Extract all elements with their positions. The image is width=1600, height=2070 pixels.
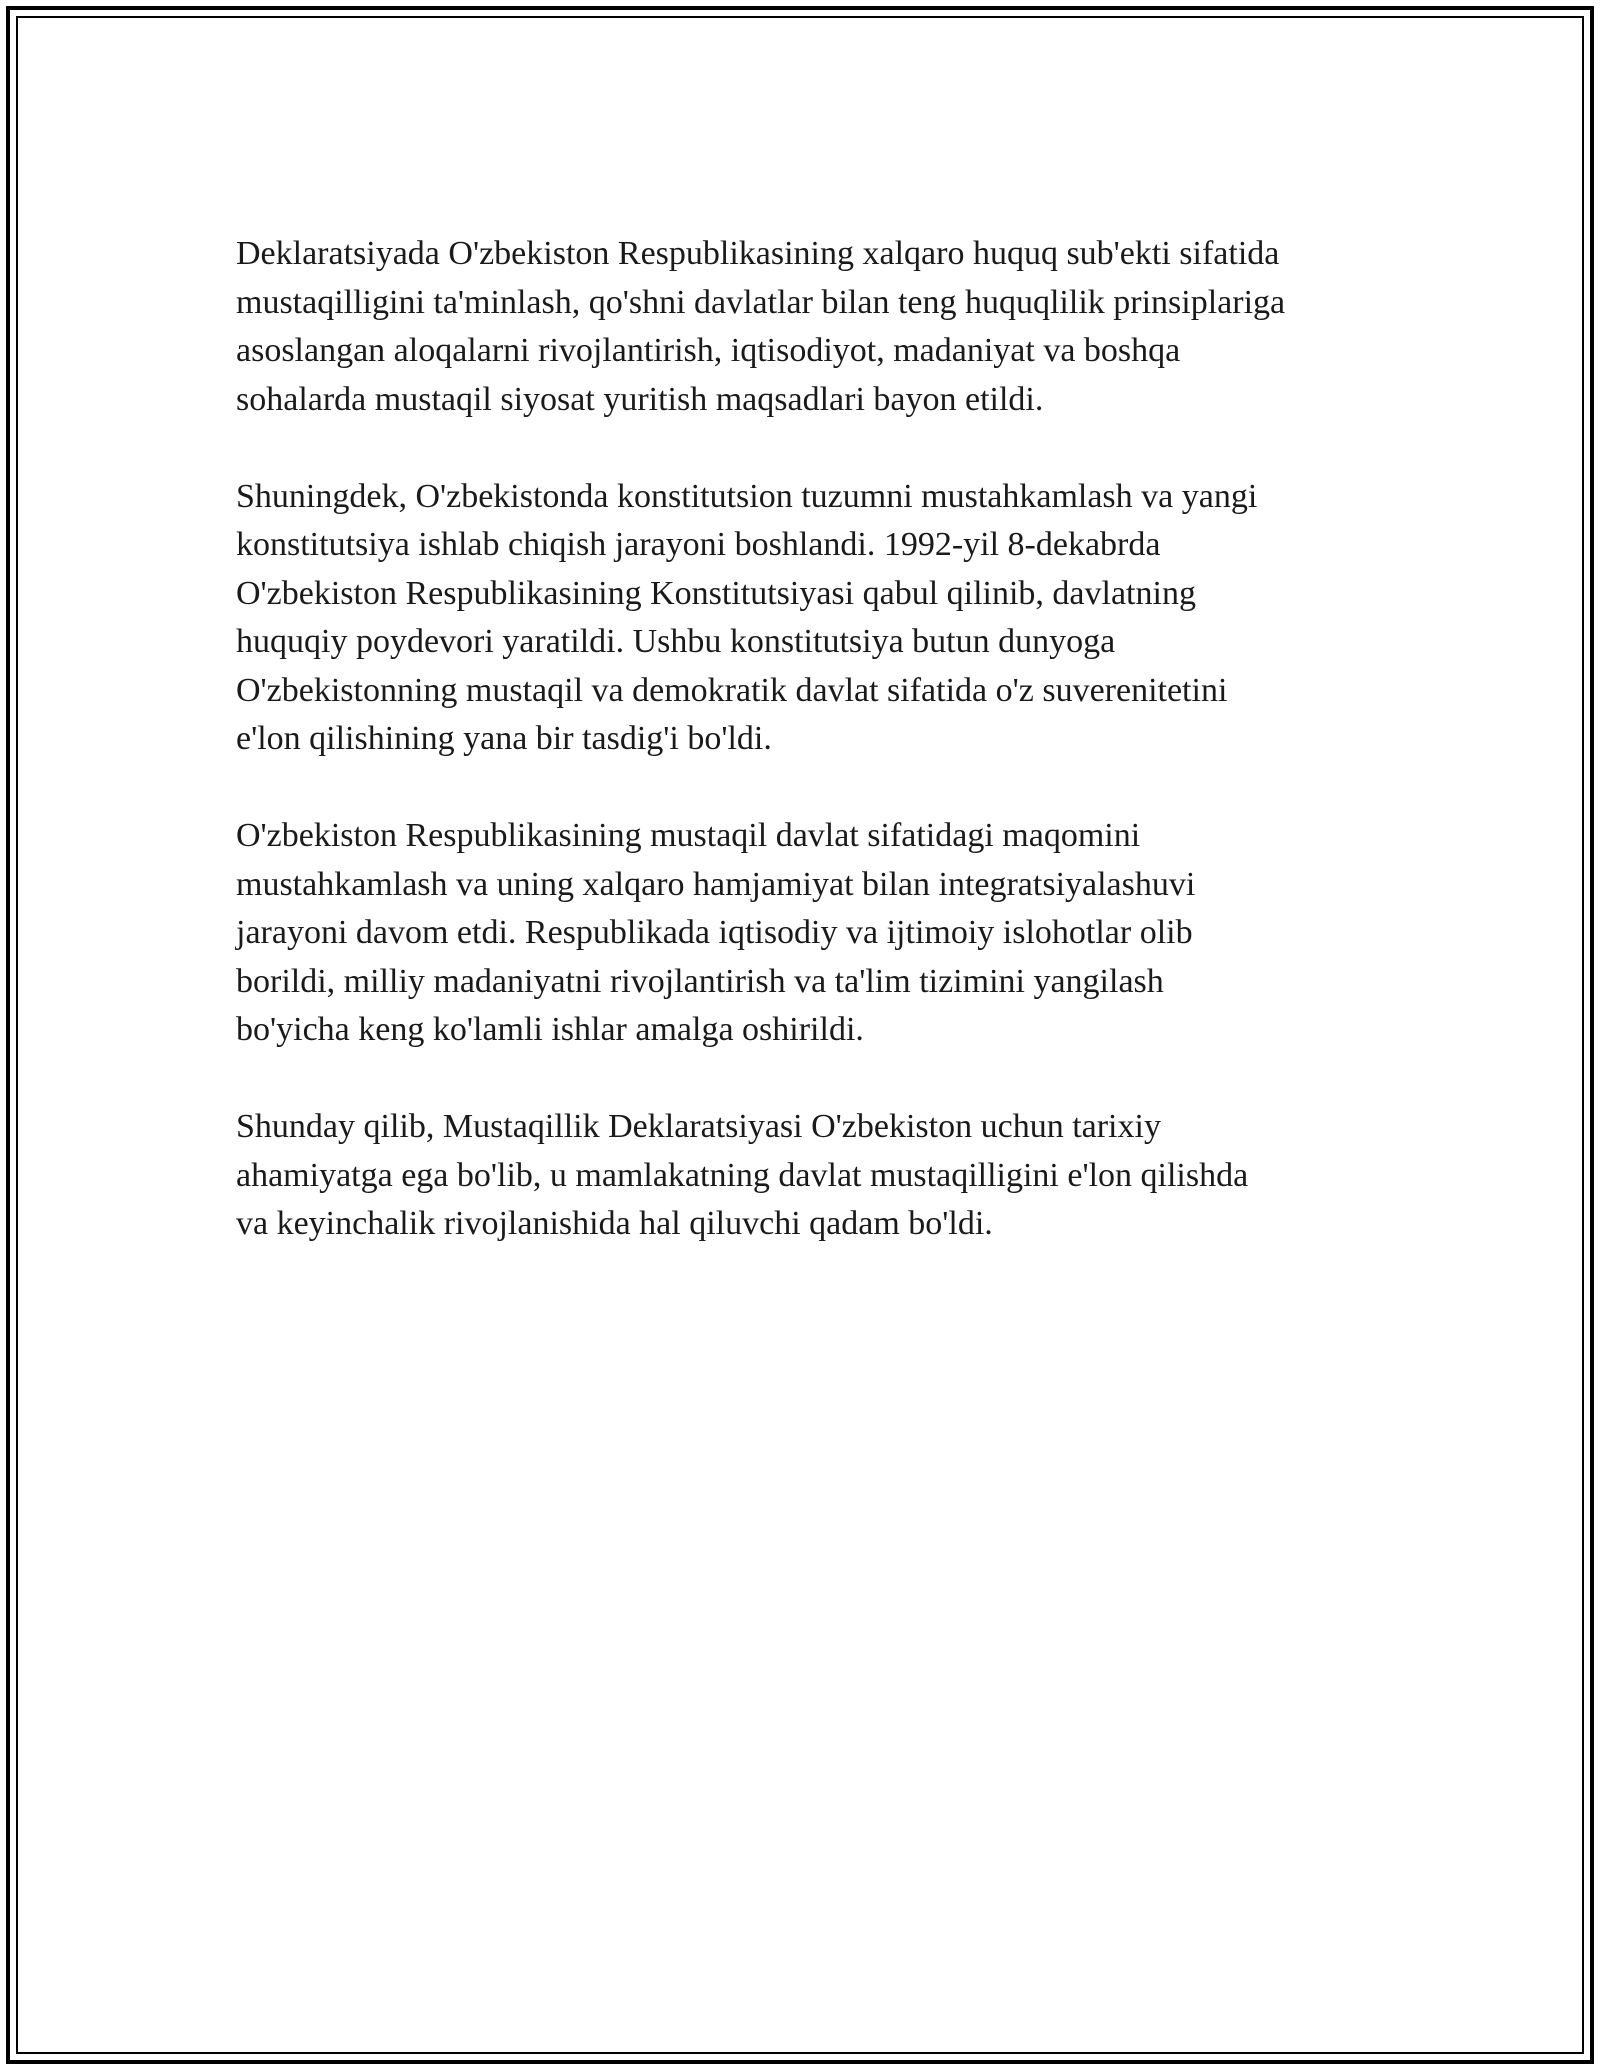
paragraph-international-status: O'zbekiston Respublikasining mustaqil davlat sifatidagi maqomini mustahkamlash va uning xalqaro hamjamiyat bilan integratsiyalashuvi jarayoni davom etdi. Respublikada iqtisodiy va ijtimoiy islohotlar olib borildi, milliy madaniyatni rivojlantirish va ta'lim tizimini yangilash bo'yicha keng ko'lamli ishlar amalga oshirildi.: [236, 817, 1196, 1048]
paragraph-declaration-goals: Deklaratsiyada O'zbekiston Respublikasining xalqaro huquq sub'ekti sifatida mustaqilligini ta'minlash, qo'shni davlatlar bilan teng huquqlilik prinsiplariga asoslangan aloqalarni rivojlantirish, iqtisodiyot, madaniyat va boshqa sohalarda mustaqil siyosat yuritish maqsadlari bayon etildi.: [236, 235, 1286, 418]
paragraph-conclusion: Shunday qilib, Mustaqillik Deklaratsiyasi O'zbekiston uchun tarixiy ahamiyatga ega bo'lib, u mamlakatning davlat mustaqilligini e'lon qilishda va keyinchalik rivojlanishida hal qiluvchi qadam bo'ldi.: [236, 1108, 1249, 1242]
paragraph-constitution: Shuningdek, O'zbekistonda konstitutsion tuzumni mustahkamlash va yangi konstitutsiya ishlab chiqish jarayoni boshlandi. 1992-yil 8-dekabrda O'zbekiston Respublikasining Konstitutsiyasi qabul qilinib, davlatning huquqiy poydevori yaratildi. Ushbu konstitutsiya butun dunyoga O'zbekistonning mustaqil va demokratik davlat sifatida o'z suverenitetini e'lon qilishining yana bir tasdig'i bo'ldi.: [236, 477, 1258, 757]
document-body: [236, 230, 1436, 1297]
